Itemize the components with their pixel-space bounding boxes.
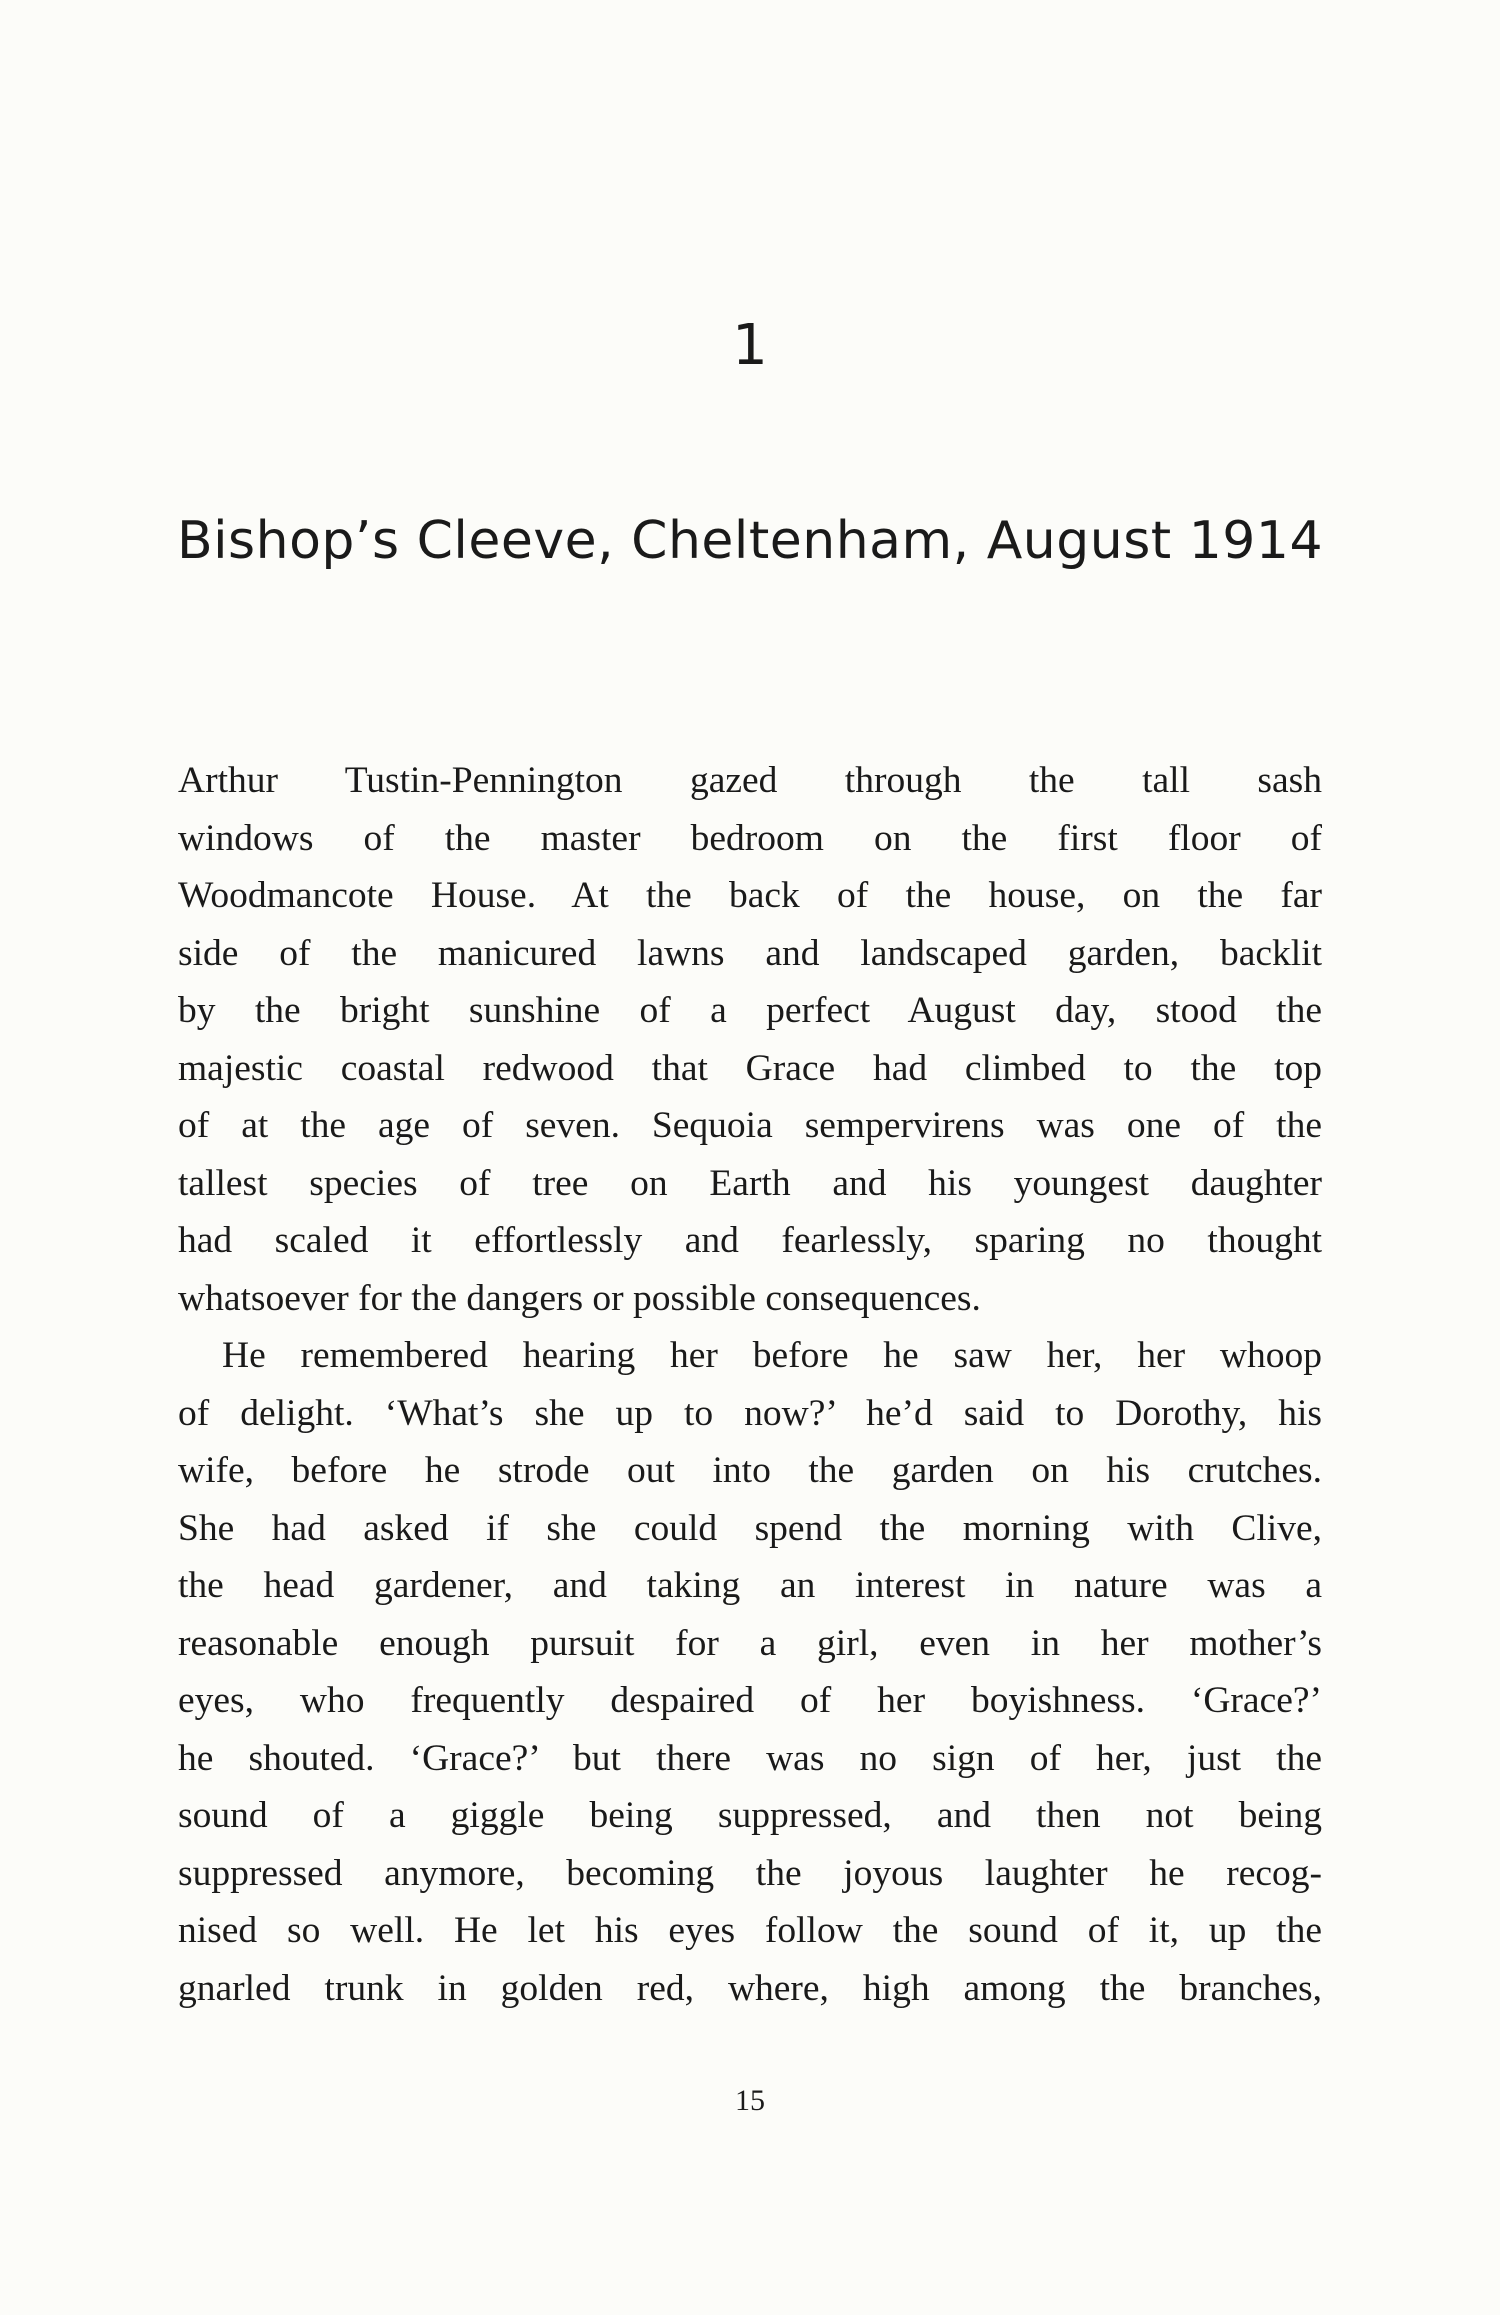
text-line: had scaled it effortlessly and fearlessly, sparing no thought — [178, 1220, 1322, 1261]
text-line: He remembered hearing her before he saw her, her whoop — [222, 1335, 1322, 1376]
text-line: majestic coastal redwood that Grace had climbed to the top — [178, 1047, 1322, 1089]
text-line: Arthur Tustin-Pennington gazed through the tall sash — [178, 760, 1322, 801]
chapter-number: 1 — [732, 313, 768, 378]
body-text — [178, 752, 1322, 2017]
text-line: windows of the master bedroom on the first floor of — [178, 817, 1322, 859]
text-line: side of the manicured lawns and landscaped garden, backlit — [178, 932, 1322, 974]
text-line: he shouted. ‘Grace?’ but there was no sign of her, just the — [178, 1737, 1322, 1779]
text-line: of delight. ‘What’s she up to now?’ he’d said to Dorothy, his — [178, 1392, 1322, 1434]
text-line: the head gardener, and taking an interest in nature was a — [178, 1565, 1322, 1606]
text-line: She had asked if she could spend the morning with Clive, — [178, 1507, 1322, 1549]
text-line: by the bright sunshine of a perfect August day, stood the — [178, 990, 1322, 1031]
text-line: tallest species of tree on Earth and his youngest daughter — [178, 1162, 1322, 1204]
text-line: of at the age of seven. Sequoia sempervirens was one of the — [178, 1105, 1322, 1146]
page-number: 15 — [735, 2084, 765, 2117]
text-line: wife, before he strode out into the garden on his crutches. — [178, 1450, 1322, 1491]
text-line: suppressed anymore, becoming the joyous laughter he recog- — [178, 1852, 1322, 1894]
text-line: Woodmancote House. At the back of the house, on the far — [178, 875, 1322, 916]
text-line: reasonable enough pursuit for a girl, even in her mother’s — [178, 1622, 1322, 1664]
text-line: eyes, who frequently despaired of her boyishness. ‘Grace?’ — [178, 1680, 1322, 1721]
chapter-title: Bishop’s Cleeve, Cheltenham, August 1914 — [176, 511, 1324, 571]
text-line: nised so well. He let his eyes follow the sound of it, up the — [178, 1910, 1322, 1951]
text-line: whatsoever for the dangers or possible consequences. — [178, 1277, 981, 1319]
text-line: gnarled trunk in golden red, where, high among the branches, — [178, 1967, 1322, 2009]
text-line: sound of a giggle being suppressed, and then not being — [178, 1795, 1322, 1836]
